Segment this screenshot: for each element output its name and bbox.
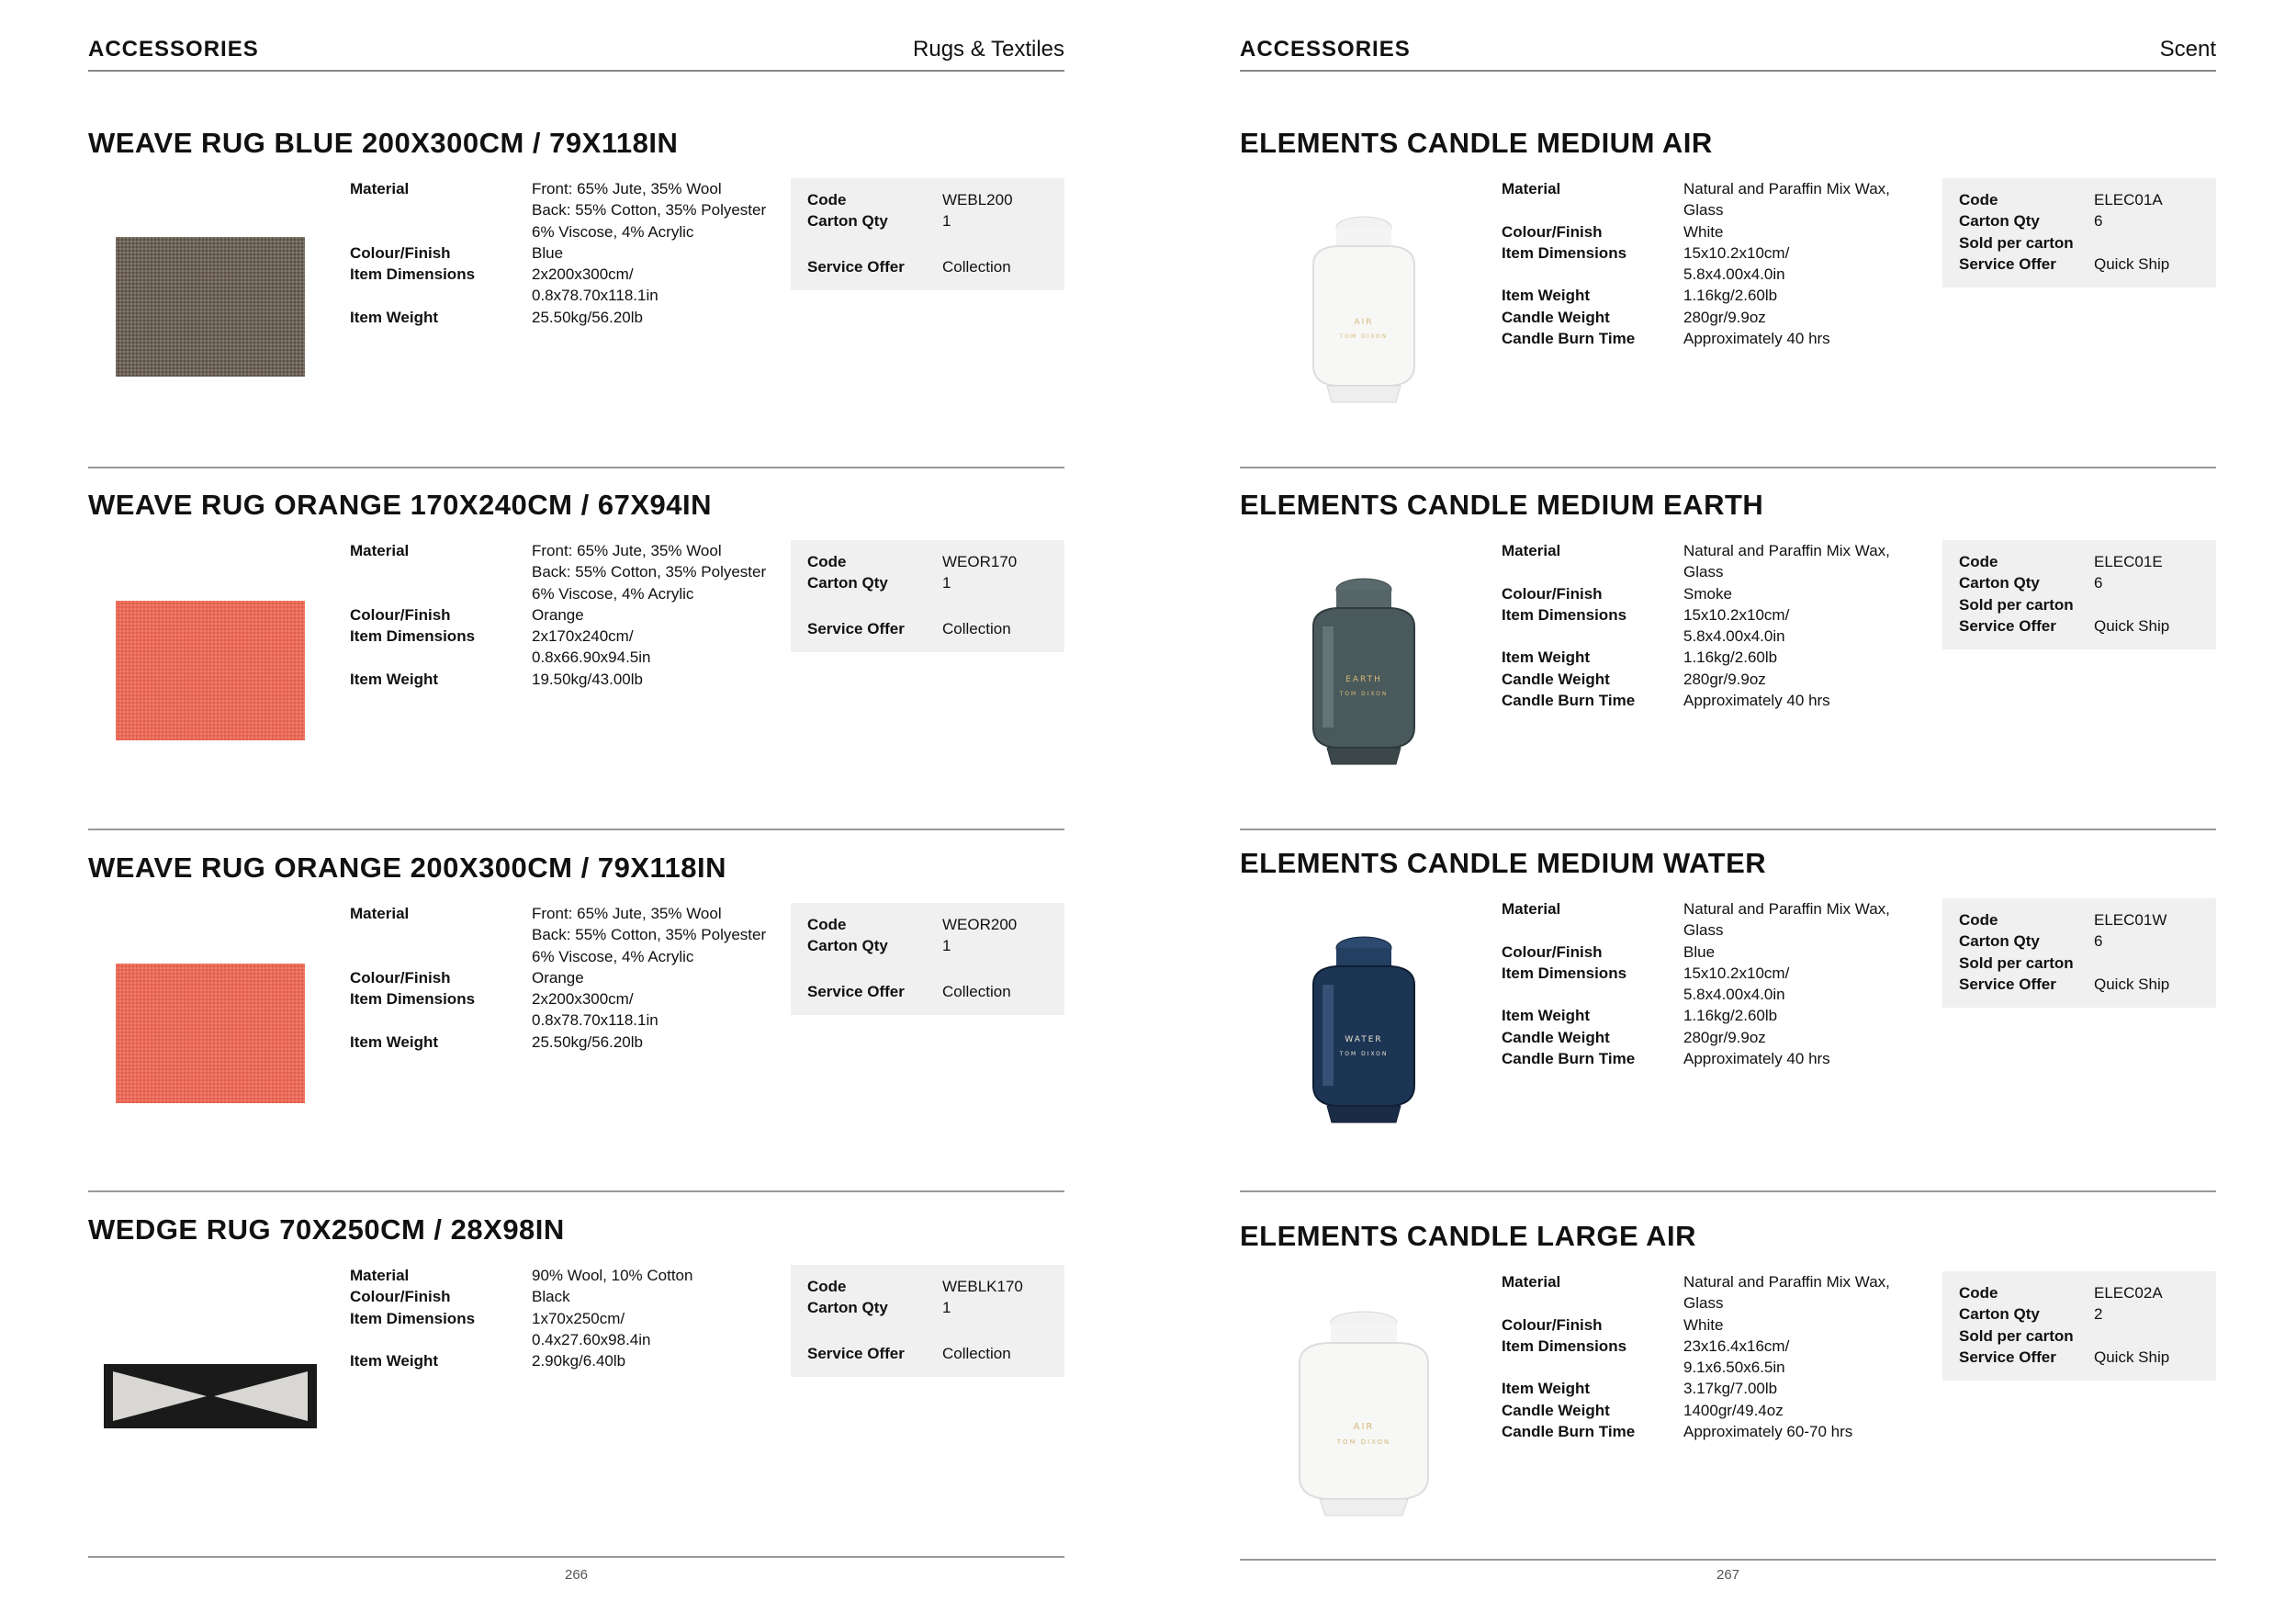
spec-label: Colour/Finish [1502,1315,1603,1334]
spec-row [1502,942,1933,963]
divider [88,1190,1064,1192]
spec-label: Colour/Finish [350,243,451,262]
spec-row [1502,1027,1933,1048]
spec-label: Item Dimensions [350,627,476,646]
jar-label-text: WATER [1345,1035,1383,1044]
product-title: ELEMENTS CANDLE LARGE AIR [1240,1220,1697,1252]
info-label: Carton Qty [1959,212,2040,231]
jar-label-text: AIR [1354,318,1374,327]
info-label: Service Offer [807,619,905,637]
spec-value: 1.16kg/2.60lb [1683,287,1778,305]
product-title: WEAVE RUG ORANGE 170X240CM / 67X94IN [88,489,712,521]
info-label: Code [1959,191,1998,209]
spec-list [350,540,782,690]
spec-label: Candle Weight [1502,670,1610,688]
spec-row [1502,307,1933,328]
info-row-sold [1959,1325,2200,1347]
spec-list [1502,1271,1933,1442]
spec-row [1502,1314,1933,1336]
spec-row [1502,690,1933,711]
spec-label: Item Dimensions [1502,605,1627,624]
info-label: Code [807,916,847,933]
spec-row [1502,1400,1933,1421]
info-row-code [807,551,1048,572]
spec-row [1502,328,1933,349]
spec-row [350,669,782,690]
spec-value: 25.50kg/56.20lb [532,1032,643,1051]
spec-label: Item Dimensions [350,265,476,284]
spec-label: Candle Burn Time [1502,1423,1636,1441]
spec-value: 2x200x300cm/ 0.8x78.70x118.1in [532,990,658,1030]
spec-label: Candle Burn Time [1502,692,1636,710]
spec-label: Item Dimensions [350,1309,476,1327]
candle-image-water [1295,930,1433,1132]
spec-label: Item Weight [1502,1380,1591,1398]
info-row-service [1959,1347,2200,1368]
product-title: WEAVE RUG BLUE 200X300CM / 79X118IN [88,127,679,159]
jar-brand-text: TOM DIXON [1339,691,1389,697]
service-offer: Quick Ship [2094,254,2170,273]
product-card [1240,847,2216,1187]
product-card [1240,489,2216,829]
info-row-service [1959,615,2200,637]
carton-qty: 2 [2094,1305,2103,1324]
spec-row [1502,669,1933,690]
info-label: Code [1959,553,1998,570]
order-info-panel [791,178,1064,290]
page-right [1240,0,2216,1624]
product-card [88,127,1064,467]
spec-row [350,626,782,669]
product-code: ELEC01A [2094,191,2163,209]
spec-value: 1.16kg/2.60lb [1683,1007,1778,1025]
info-label: Service Offer [1959,975,2056,993]
spec-value: 3.17kg/7.00lb [1683,1380,1778,1398]
spec-row [350,242,782,264]
spec-label: Material [350,905,410,922]
spec-row [350,540,782,604]
spec-value: White [1683,1315,1724,1334]
spec-value: 280gr/9.9oz [1683,1028,1766,1046]
spec-value: 15x10.2x10cm/ 5.8x4.00x4.0in [1683,605,1790,646]
spec-row [350,1286,782,1307]
info-row-code [807,189,1048,210]
product-card [88,489,1064,829]
spec-row [1502,1421,1933,1442]
info-row-carton [1959,210,2200,231]
spec-value: 280gr/9.9oz [1683,308,1766,326]
info-label: Sold per carton [1959,233,2074,252]
info-label: Sold per carton [1959,595,2074,614]
spec-label: Item Weight [1502,1007,1591,1025]
divider [1240,829,2216,830]
service-offer: Quick Ship [2094,616,2170,635]
info-label: Sold per carton [1959,1326,2074,1345]
service-offer: Quick Ship [2094,1348,2170,1366]
service-offer: Collection [942,1344,1011,1362]
spec-row [350,178,782,242]
info-row-carton [807,935,1048,956]
service-offer: Collection [942,982,1011,1000]
spec-value: 280gr/9.9oz [1683,670,1766,688]
info-row-carton [807,210,1048,231]
spec-value: Natural and Paraffin Mix Wax, Glass [1683,542,1890,581]
spec-value: 15x10.2x10cm/ 5.8x4.00x4.0in [1683,243,1790,284]
spec-row [350,903,782,967]
jar-brand-text: TOM DIXON [1339,1051,1389,1057]
info-row-service [807,1343,1048,1364]
info-row-code [1959,551,2200,572]
spec-label: Material [1502,1273,1561,1291]
spec-label: Colour/Finish [1502,584,1603,603]
page-number: 267 [1716,1567,1740,1583]
spec-row [350,264,782,307]
spec-value: Front: 65% Jute, 35% Wool Back: 55% Cotton, 35% Polyester 6% Viscose, 4% Acrylic [532,905,767,965]
info-label: Sold per carton [1959,953,2074,972]
info-row-carton [807,572,1048,593]
jar-brand-text: TOM DIXON [1336,1438,1391,1446]
spec-list [350,1265,782,1371]
order-info-panel [1942,178,2216,288]
info-row-service [807,618,1048,639]
info-row-service [807,256,1048,277]
spec-value: 2x170x240cm/ 0.8x66.90x94.5in [532,627,651,667]
divider [1240,467,2216,468]
info-row-sold [1959,232,2200,254]
spec-row [1502,963,1933,1006]
page-header [1240,37,2216,72]
spec-value: Approximately 40 hrs [1683,692,1830,710]
info-row-sold [1959,594,2200,615]
rug-image-orange [116,601,305,740]
spec-label: Item Dimensions [1502,243,1627,262]
divider [88,1556,1064,1558]
section-title: ACCESSORIES [88,37,259,62]
spec-label: Colour/Finish [350,1288,451,1306]
order-info-panel [1942,1271,2216,1381]
spec-value: 2x200x300cm/ 0.8x78.70x118.1in [532,265,658,305]
spec-label: Material [350,180,410,197]
category-title: Rugs & Textiles [913,37,1064,62]
spec-row [350,967,782,988]
info-label: Carton Qty [807,212,888,231]
page-header [88,37,1064,72]
spec-row [1502,1336,1933,1379]
spec-row [1502,1378,1933,1399]
info-label: Carton Qty [807,937,888,955]
spec-value: Natural and Paraffin Mix Wax, Glass [1683,1273,1890,1313]
order-info-panel [1942,540,2216,649]
spec-value: 1400gr/49.4oz [1683,1401,1784,1419]
spec-label: Colour/Finish [1502,222,1603,241]
carton-qty: 6 [2094,212,2103,231]
info-label: Code [1959,1284,1998,1302]
spec-value: White [1683,222,1724,241]
spec-value: Approximately 40 hrs [1683,330,1830,348]
spec-label: Candle Burn Time [1502,1050,1636,1068]
info-row-service [1959,254,2200,275]
spec-list [1502,898,1933,1069]
spec-label: Candle Weight [1502,308,1610,326]
spec-label: Item Weight [350,308,439,326]
spec-row [350,1265,782,1286]
spec-label: Candle Burn Time [1502,330,1636,348]
info-label: Service Offer [807,1344,905,1362]
rug-image-wedge [104,1364,317,1428]
spec-label: Item Dimensions [350,990,476,1009]
info-label: Service Offer [807,982,905,1000]
spec-row [1502,898,1933,942]
candle-image-earth [1295,571,1433,773]
divider [88,829,1064,830]
product-title: ELEMENTS CANDLE MEDIUM AIR [1240,127,1713,159]
carton-qty: 1 [942,574,951,592]
page-number: 266 [564,1567,589,1583]
info-row-code [1959,909,2200,930]
spec-value: 2.90kg/6.40lb [532,1352,626,1370]
carton-qty: 1 [942,937,951,955]
service-offer: Collection [942,619,1011,637]
spec-label: Item Weight [1502,287,1591,305]
spec-label: Candle Weight [1502,1028,1610,1046]
info-label: Service Offer [1959,616,2056,635]
spec-row [1502,604,1933,648]
product-title: ELEMENTS CANDLE MEDIUM WATER [1240,847,1767,879]
spec-label: Colour/Finish [1502,942,1603,961]
carton-qty: 6 [2094,574,2103,592]
spec-label: Material [350,1267,410,1284]
order-info-panel [791,1265,1064,1377]
info-row-carton [1959,930,2200,952]
jar-label-text: AIR [1353,1422,1375,1432]
product-title: WEDGE RUG 70X250CM / 28X98IN [88,1213,565,1246]
spec-label: Material [1502,900,1561,918]
spec-label: Item Dimensions [1502,1336,1627,1355]
spec-value: Approximately 40 hrs [1683,1050,1830,1068]
spec-row [1502,242,1933,286]
spec-row [350,307,782,328]
product-title: ELEMENTS CANDLE MEDIUM EARTH [1240,489,1764,521]
spec-row [350,1308,782,1351]
spec-label: Colour/Finish [350,605,451,624]
info-label: Carton Qty [807,574,888,592]
info-label: Service Offer [1959,1348,2056,1366]
product-card [1240,1220,2216,1560]
spec-value: Natural and Paraffin Mix Wax, Glass [1683,180,1890,220]
product-code: ELEC02A [2094,1284,2163,1302]
spec-value: Natural and Paraffin Mix Wax, Glass [1683,900,1890,940]
info-row-code [1959,189,2200,210]
spec-value: Front: 65% Jute, 35% Wool Back: 55% Cotton, 35% Polyester 6% Viscose, 4% Acrylic [532,180,767,241]
carton-qty: 1 [942,1299,951,1317]
carton-qty: 6 [2094,932,2103,951]
spec-label: Material [1502,180,1561,197]
info-label: Carton Qty [1959,574,2040,592]
category-title: Scent [2159,37,2216,62]
spec-row [1502,178,1933,221]
service-offer: Quick Ship [2094,975,2170,993]
product-card [88,851,1064,1191]
info-label: Code [807,553,847,570]
spec-value: 23x16.4x16cm/ 9.1x6.50x6.5in [1683,1336,1790,1377]
spec-label: Item Weight [350,1352,439,1370]
spec-value: Approximately 60-70 hrs [1683,1423,1853,1441]
product-code: WEOR170 [942,553,1018,570]
info-row-code [807,914,1048,935]
spec-list [350,178,782,328]
product-code: ELEC01E [2094,553,2163,570]
spec-list [1502,178,1933,349]
spec-value: Orange [532,605,584,624]
order-info-panel [791,540,1064,652]
spec-label: Item Weight [350,1032,439,1051]
spec-value: 1.16kg/2.60lb [1683,648,1778,667]
spec-row [1502,1048,1933,1069]
spec-label: Candle Weight [1502,1401,1610,1419]
rug-image-orange [116,964,305,1103]
product-code: WEBLK170 [942,1278,1023,1295]
order-info-panel [791,903,1064,1015]
spec-list [350,903,782,1053]
spec-row [1502,583,1933,604]
info-label: Carton Qty [807,1299,888,1317]
spec-label: Material [1502,542,1561,559]
spec-label: Item Weight [1502,648,1591,667]
spec-row [350,988,782,1032]
spec-value: Front: 65% Jute, 35% Wool Back: 55% Cotton, 35% Polyester 6% Viscose, 4% Acrylic [532,542,767,603]
rug-image-blue [116,237,305,377]
info-label: Service Offer [1959,254,2056,273]
divider [1240,1190,2216,1192]
spec-list [1502,540,1933,711]
product-title: WEAVE RUG ORANGE 200X300CM / 79X118IN [88,851,727,884]
info-row-carton [1959,572,2200,593]
divider [88,467,1064,468]
section-title: ACCESSORIES [1240,37,1411,62]
info-row-carton [1959,1303,2200,1325]
info-label: Code [1959,911,1998,929]
spec-row [350,1032,782,1053]
info-row-service [1959,974,2200,995]
spec-label: Material [350,542,410,559]
product-card [88,1213,1064,1553]
jar-brand-text: TOM DIXON [1339,333,1389,340]
spec-value: Smoke [1683,584,1732,603]
jar-label-text: EARTH [1345,675,1382,684]
carton-qty: 1 [942,212,951,231]
info-label: Carton Qty [1959,1305,2040,1324]
info-row-code [1959,1282,2200,1303]
spec-row [1502,540,1933,583]
product-card [1240,127,2216,467]
spec-value: 25.50kg/56.20lb [532,308,643,326]
info-row-sold [1959,953,2200,974]
spec-value: Orange [532,968,584,987]
info-label: Code [807,1278,847,1295]
product-code: WEOR200 [942,916,1018,933]
info-row-code [807,1276,1048,1297]
page-left [88,0,1064,1624]
service-offer: Collection [942,257,1011,276]
candle-image-air [1295,209,1433,412]
spec-row [1502,285,1933,306]
product-code: WEBL200 [942,191,1013,209]
spec-value: Blue [532,243,564,262]
info-label: Service Offer [807,257,905,276]
spec-value: Black [532,1288,570,1306]
spec-value: Blue [1683,942,1716,961]
spec-row [1502,647,1933,668]
order-info-panel [1942,898,2216,1008]
spec-label: Item Dimensions [1502,964,1627,982]
spec-value: 19.50kg/43.00lb [532,670,643,688]
spec-value: 90% Wool, 10% Cotton [532,1267,693,1284]
divider [1240,1559,2216,1561]
spec-value: 1x70x250cm/ 0.4x27.60x98.4in [532,1309,651,1348]
spec-row [1502,1271,1933,1314]
spec-value: 15x10.2x10cm/ 5.8x4.00x4.0in [1683,964,1790,1004]
candle-image-large-air [1281,1303,1446,1523]
spec-row [1502,221,1933,242]
spec-row [350,1350,782,1371]
spec-row [350,604,782,626]
info-row-carton [807,1297,1048,1318]
spec-label: Item Weight [350,670,439,688]
product-code: ELEC01W [2094,911,2167,929]
spec-label: Colour/Finish [350,968,451,987]
info-label: Code [807,191,847,209]
spec-row [1502,1005,1933,1026]
info-row-service [807,981,1048,1002]
info-label: Carton Qty [1959,932,2040,951]
